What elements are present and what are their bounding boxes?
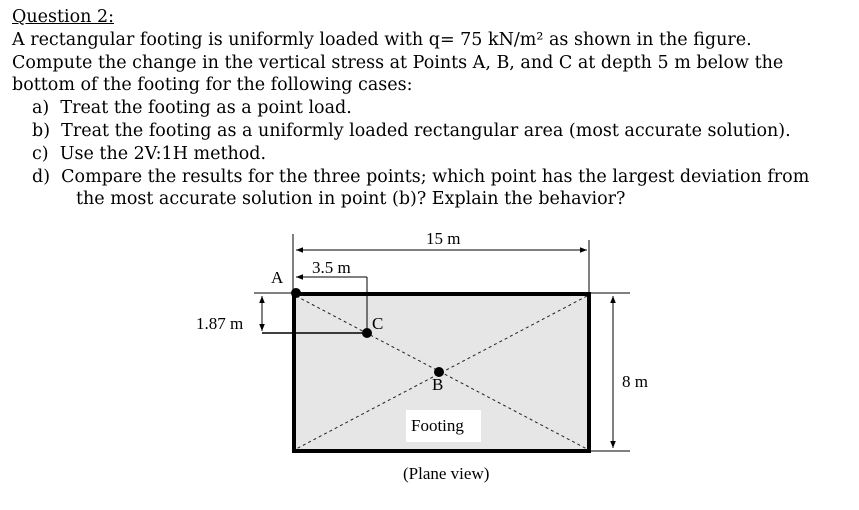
- point-c-label: C: [372, 314, 384, 333]
- item-d-continuation: the most accurate solution in point (b)? Explain the behavior?: [76, 189, 626, 210]
- offset-y-label: 1.87 m: [196, 314, 244, 333]
- height-label: 8 m: [622, 372, 648, 391]
- item-marker: c): [32, 143, 49, 164]
- width-label: 15 m: [426, 229, 461, 248]
- intro-line: bottom of the footing for the following cases:: [12, 75, 413, 96]
- intro-line: A rectangular footing is uniformly loaded with q= 75 kN/m² as shown in the figure.: [12, 29, 752, 50]
- item-text: Use the 2V:1H method.: [59, 143, 267, 164]
- point-a-marker: [291, 288, 301, 298]
- point-b-label: B: [432, 375, 444, 394]
- intro-line: Compute the change in the vertical stress at Points A, B, and C at depth 5 m below the: [12, 52, 784, 73]
- figure-caption: (Plane view): [403, 464, 490, 483]
- question-title: Question 2:: [12, 7, 114, 27]
- item-text: Treat the footing as a point load.: [60, 98, 352, 119]
- point-c-marker: [362, 328, 372, 338]
- item-marker: a): [32, 98, 50, 119]
- item-text: Compare the results for the three points; which point has the largest deviation from: [61, 166, 810, 187]
- footing-label: Footing: [411, 416, 464, 435]
- item-marker: b): [32, 120, 51, 141]
- item-marker: d): [32, 166, 51, 187]
- point-a-label: A: [271, 268, 284, 287]
- item-text: Treat the footing as a uniformly loaded rectangular area (most accurate solution).: [61, 120, 791, 141]
- offset-x-label: 3.5 m: [312, 258, 351, 277]
